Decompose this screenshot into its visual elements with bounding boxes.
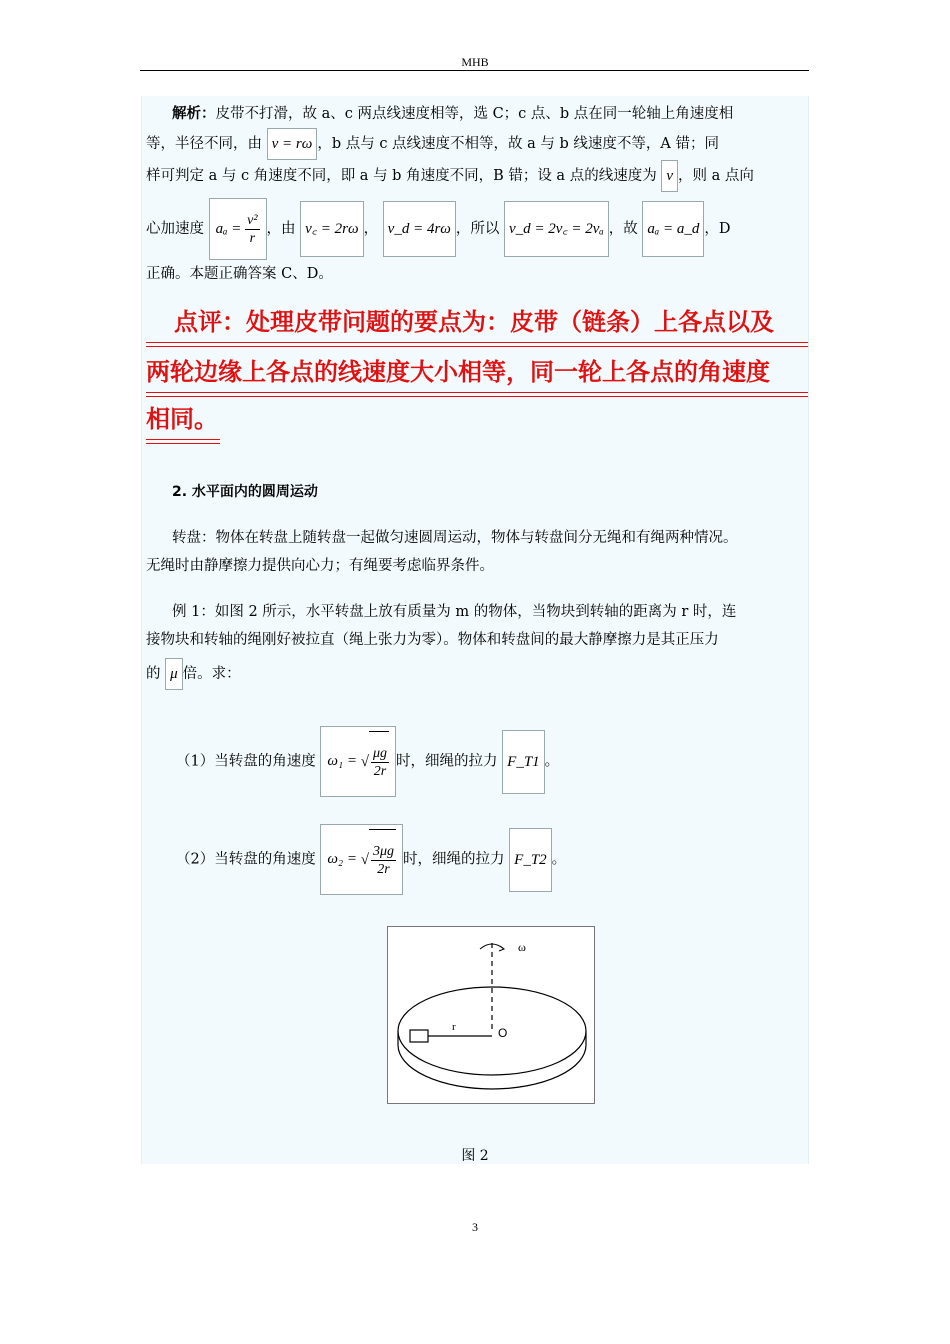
question-2 <box>146 824 806 895</box>
formula-vd-2vc: v_d = 2v꜀ = 2vₐ <box>504 201 609 257</box>
content-area <box>141 96 809 1164</box>
formula-aa <box>209 198 267 260</box>
formula-omega2: ω₂ = √ $\frac{3\mu g}{2r}$ <box>320 824 403 895</box>
formula-aa-lhs: aₐ = <box>215 221 242 237</box>
turntable-line-2: 无绳时由静摩擦力提供向心力；有绳要考虑临界条件。 <box>146 558 494 574</box>
page-number: 3 <box>472 1220 478 1234</box>
comment-underline-2 <box>146 392 808 397</box>
turntable-diagram <box>388 927 594 1103</box>
object-block <box>410 1030 428 1042</box>
formula-aa-den: r <box>249 231 256 247</box>
q1-lhs: ω₁ = <box>327 753 358 769</box>
formula-mu: μ <box>165 658 183 690</box>
comment-line-1: 点评：处理皮带问题的要点为：皮带（链条）上各点以及 <box>174 308 774 336</box>
q2-text-c: 。 <box>551 851 567 868</box>
comment-line-2: 两轮边缘上各点的线速度大小相等，同一轮上各点的角速度 <box>146 358 770 386</box>
q2-lhs: ω₂ = <box>327 851 358 867</box>
q1-text-b: 时，细绳的拉力 <box>396 753 498 770</box>
q1-text-c: 。 <box>544 753 560 770</box>
analysis-label: 解析： <box>172 105 216 122</box>
radius-label: r <box>452 1021 456 1033</box>
formula-aa-num: v² <box>247 213 258 229</box>
example-line-3b: 倍。求： <box>182 666 241 682</box>
analysis-text-10: ，D <box>704 221 731 237</box>
analysis-text-11: 正确。本题正确答案 C、D。 <box>146 266 333 282</box>
turntable-paragraph <box>146 524 806 580</box>
q2-den: 2r <box>377 862 390 878</box>
analysis-text-7: ，由 <box>266 221 296 237</box>
analysis-text-3: ，b 点与 c 点线速度不相等，故 a 与 b 线速度不等，A 错；同 <box>317 136 720 152</box>
example-line-3a: 的 <box>146 666 161 682</box>
analysis-text-5: ，则 a 点向 <box>677 168 754 184</box>
example-line-2: 接物块和转轴的绳刚好被拉直（绳上张力为零）。物体和转盘间的最大静摩擦力是其正压力 <box>146 632 719 648</box>
formula-ft1: F_T1 <box>502 730 545 794</box>
formula-v-r-omega: v = rω <box>267 128 318 160</box>
q1-den: 2r <box>373 764 387 780</box>
header-rule <box>140 70 809 71</box>
formula-ft2: F_T2 <box>509 828 552 892</box>
analysis-text-8: ，所以 <box>455 221 500 237</box>
omega-label: ω <box>518 940 526 954</box>
formula-omega1: ω₁ = √ $\frac{\mu g}{2r}$ <box>320 726 396 797</box>
analysis-sep: ， <box>363 221 379 237</box>
comment-underline-3 <box>146 439 220 444</box>
example-line-1: 例 1：如图 2 所示，水平转盘上放有质量为 m 的物体，当物块到转轴的距离为 r 时，连 <box>172 604 737 620</box>
section-heading: 2. 水平面内的圆周运动 <box>172 484 318 500</box>
analysis-text-2: 等，半径不同，由 <box>146 136 262 152</box>
turntable-figure <box>387 926 595 1104</box>
q1-text-a: （1）当转盘的角速度 <box>176 753 316 770</box>
q2-num: 3μg <box>373 844 395 860</box>
analysis-text-4: 样可判定 a 与 c 角速度不同，即 a 与 b 角速度不同，B 错；设 a 点的线速度为 <box>146 168 657 184</box>
comment-line-3: 相同。 <box>146 405 218 433</box>
turntable-line-1: 转盘：物体在转盘上随转盘一起做匀速圆周运动，物体与转盘间分无绳和有绳两种情况。 <box>172 530 738 546</box>
rotation-arrowhead <box>499 946 504 951</box>
question-1 <box>146 726 806 797</box>
q1-num: μg <box>373 746 388 762</box>
formula-v: v <box>661 160 678 192</box>
center-label: O <box>498 1026 508 1040</box>
analysis-text-9: ，故 <box>608 221 638 237</box>
page-header: MHB <box>461 55 489 69</box>
analysis-text-6: 心加速度 <box>146 221 204 237</box>
analysis-text-1: 皮带不打滑，故 a、c 两点线速度相等，选 C；c 点、b 点在同一轮轴上角速度相 <box>215 106 734 122</box>
analysis-paragraph <box>146 100 806 288</box>
formula-vd: v_d = 4rω <box>383 201 456 257</box>
q2-text-b: 时，细绳的拉力 <box>403 851 505 868</box>
formula-aa-ad: aₐ = a_d <box>642 201 704 257</box>
formula-vc: v꜀ = 2rω <box>300 201 363 257</box>
figure-caption: 图 2 <box>461 1148 489 1164</box>
comment-underline-1 <box>146 342 808 347</box>
example-paragraph <box>146 598 806 690</box>
q2-text-a: （2）当转盘的角速度 <box>176 851 316 868</box>
